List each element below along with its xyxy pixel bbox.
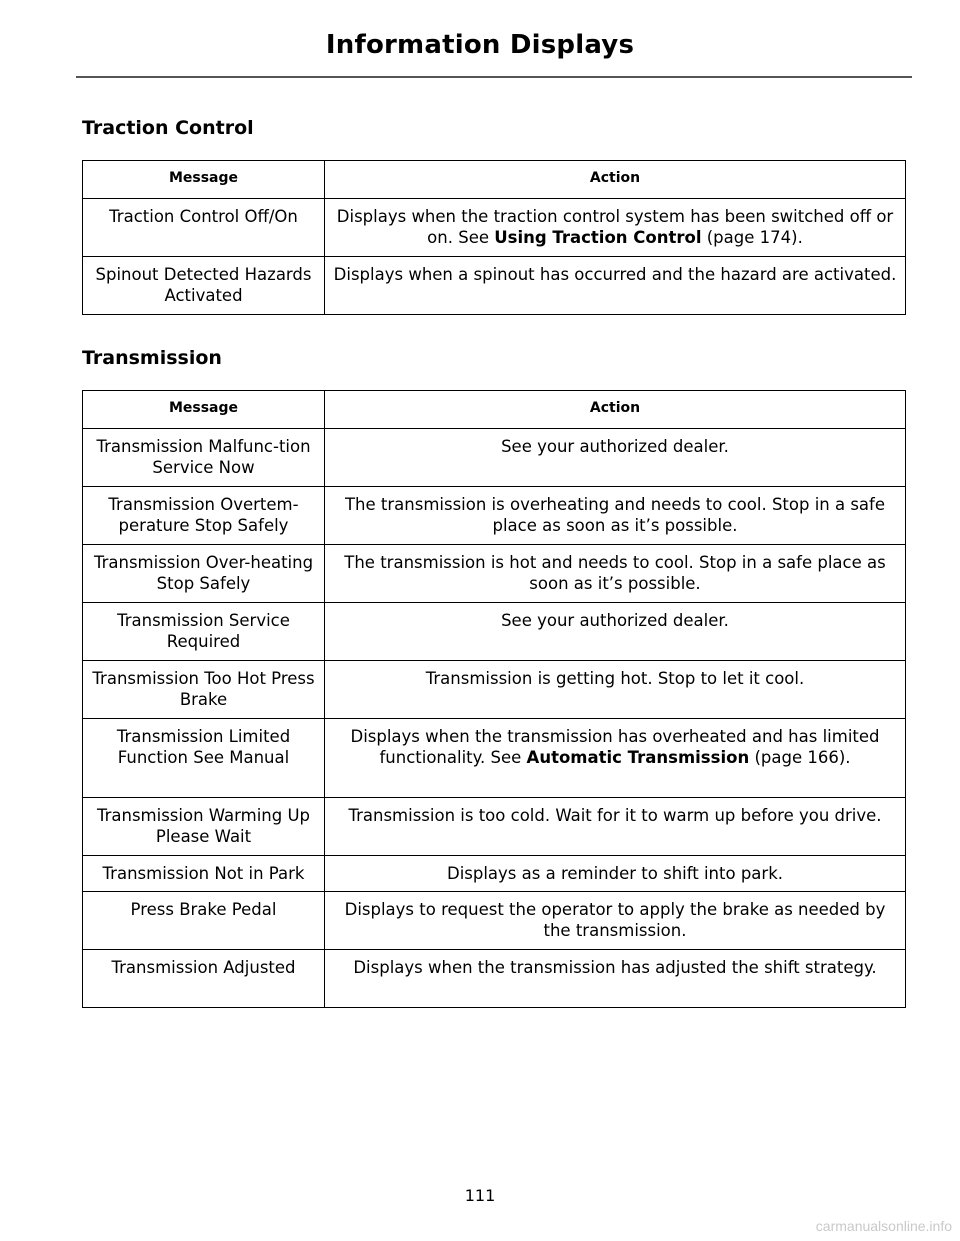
traction-control-table xyxy=(82,160,906,315)
action-cell: Displays as a reminder to shift into park. xyxy=(325,856,906,892)
table-row xyxy=(83,199,906,257)
column-header-message: Message xyxy=(83,391,325,429)
table-row xyxy=(83,798,906,856)
watermark: carmanualsonline.info xyxy=(815,1218,952,1234)
message-cell: Transmission Over-heating Stop Safely xyxy=(83,545,325,603)
action-cell: Transmission is too cold. Wait for it to warm up before you drive. xyxy=(325,798,906,856)
page-number: 111 xyxy=(464,1186,496,1205)
table-row xyxy=(83,950,906,1008)
action-cell xyxy=(325,199,906,257)
title-divider xyxy=(76,76,912,78)
message-cell: Transmission Overtem-perature Stop Safely xyxy=(83,487,325,545)
action-cell: Displays to request the operator to apply the brake as needed by the transmission. xyxy=(325,892,906,950)
action-cell: Displays when a spinout has occurred and the hazard are activated. xyxy=(325,257,906,315)
message-cell: Transmission Service Required xyxy=(83,603,325,661)
section-heading-transmission: Transmission xyxy=(82,347,222,369)
action-text: Displays when the transmission has overheated and has limited functionality. See xyxy=(350,727,880,767)
page-reference: (page 166). xyxy=(749,748,851,767)
action-cell: The transmission is hot and needs to cool. Stop in a safe place as soon as it’s possible. xyxy=(325,545,906,603)
table-row xyxy=(83,257,906,315)
column-header-action: Action xyxy=(325,391,906,429)
message-cell: Transmission Too Hot Press Brake xyxy=(83,661,325,719)
message-cell: Traction Control Off/On xyxy=(83,199,325,257)
message-cell: Transmission Adjusted xyxy=(83,950,325,1008)
page-reference: (page 174). xyxy=(701,228,803,247)
column-header-action: Action xyxy=(325,161,906,199)
table-row xyxy=(83,487,906,545)
column-header-message: Message xyxy=(83,161,325,199)
table-row xyxy=(83,603,906,661)
action-cell: The transmission is overheating and needs to cool. Stop in a safe place as soon as it’s possible. xyxy=(325,487,906,545)
action-text: Displays when the traction control system has been switched off or on. See xyxy=(336,207,894,247)
message-cell: Press Brake Pedal xyxy=(83,892,325,950)
page-title: Information Displays xyxy=(325,30,635,60)
transmission-table xyxy=(82,390,906,1008)
cross-reference-link[interactable]: Using Traction Control xyxy=(494,228,702,247)
message-cell: Transmission Not in Park xyxy=(83,856,325,892)
table-row xyxy=(83,429,906,487)
action-cell xyxy=(325,719,906,798)
table-row xyxy=(83,856,906,892)
message-cell: Transmission Malfunc-tion Service Now xyxy=(83,429,325,487)
message-cell: Transmission Limited Function See Manual xyxy=(83,719,325,798)
action-cell: See your authorized dealer. xyxy=(325,429,906,487)
table-row xyxy=(83,545,906,603)
table-row xyxy=(83,892,906,950)
section-heading-traction-control: Traction Control xyxy=(82,117,254,139)
table-header-row xyxy=(83,391,906,429)
table-row xyxy=(83,719,906,798)
action-cell: See your authorized dealer. xyxy=(325,603,906,661)
message-cell: Spinout Detected Hazards Activated xyxy=(83,257,325,315)
action-cell: Transmission is getting hot. Stop to let it cool. xyxy=(325,661,906,719)
table-header-row xyxy=(83,161,906,199)
action-cell: Displays when the transmission has adjusted the shift strategy. xyxy=(325,950,906,1008)
table-row xyxy=(83,661,906,719)
cross-reference-link[interactable]: Automatic Transmission xyxy=(526,748,750,767)
message-cell: Transmission Warming Up Please Wait xyxy=(83,798,325,856)
